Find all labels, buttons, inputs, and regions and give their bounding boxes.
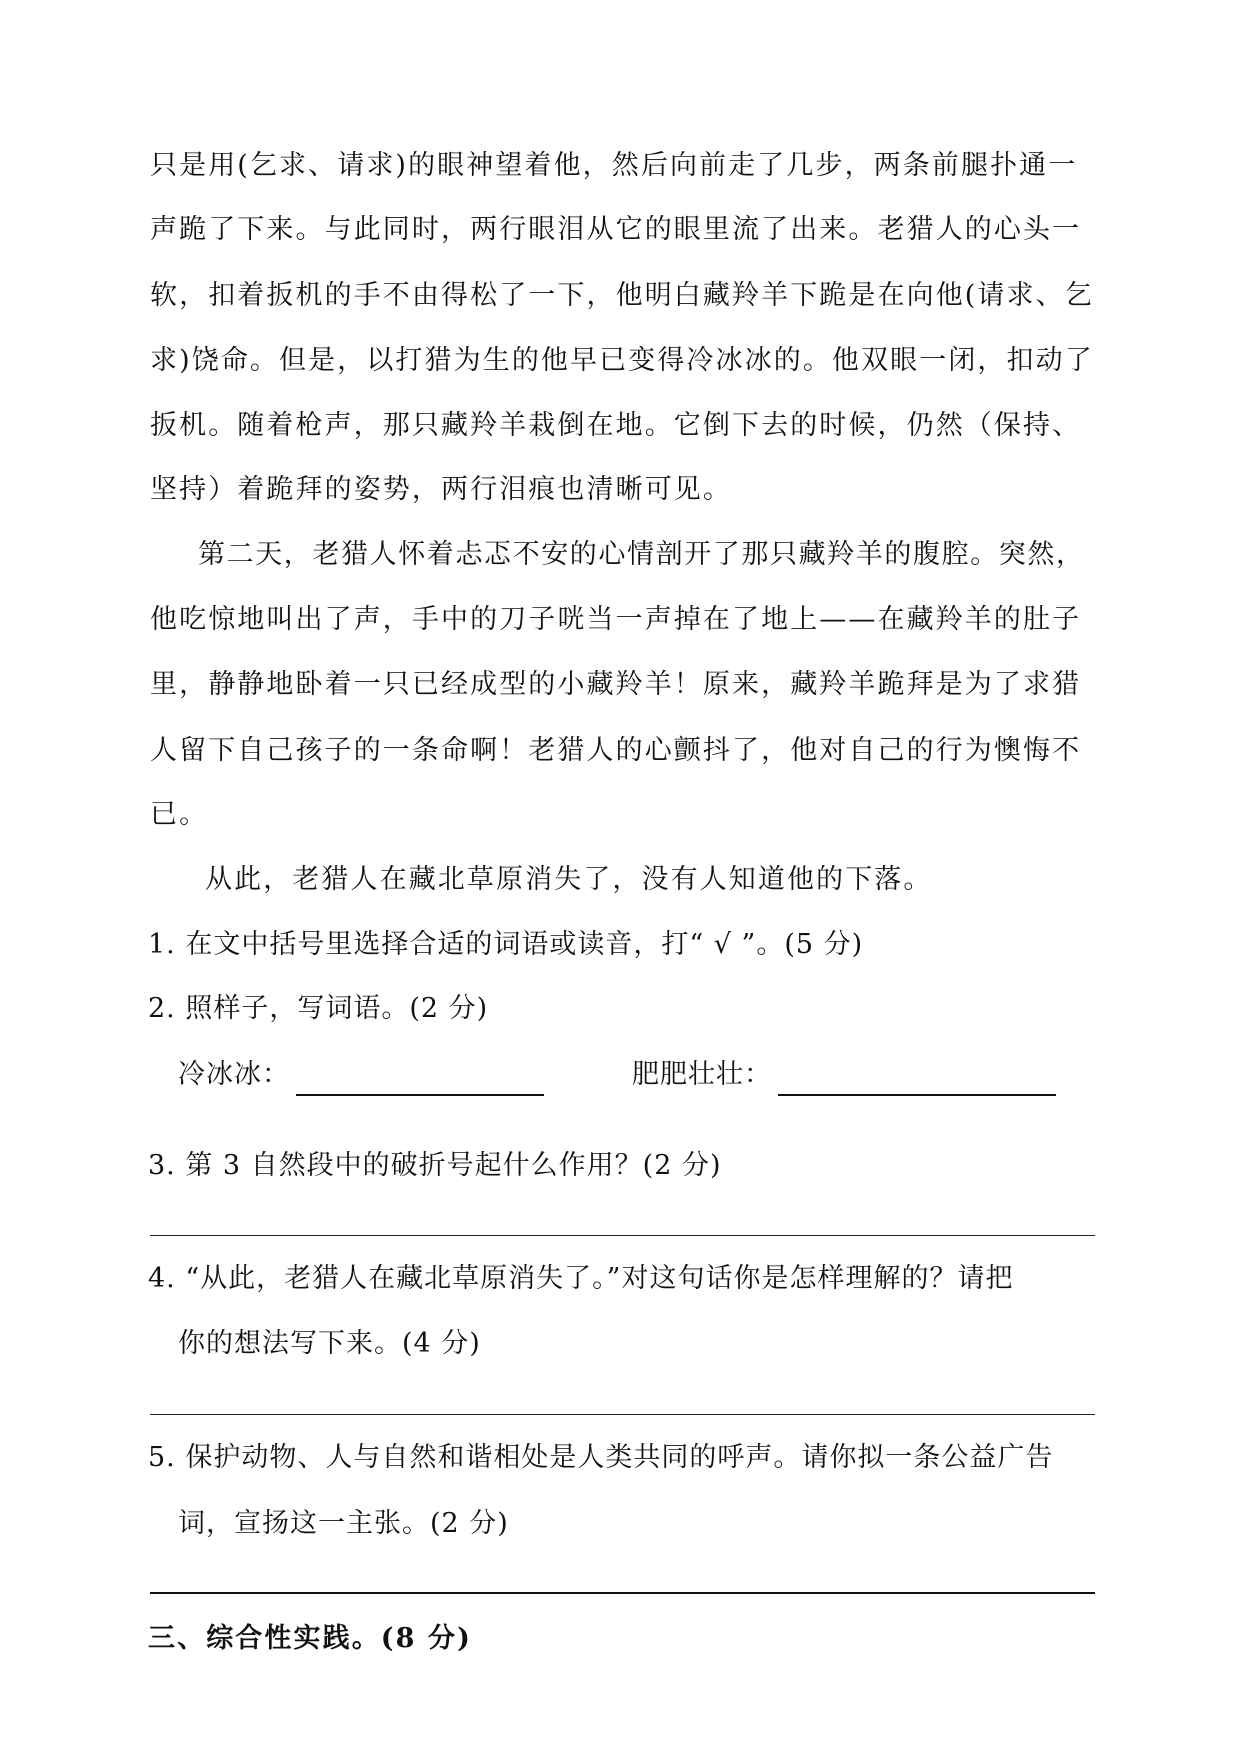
question-5-answer-line[interactable]: [150, 1592, 1095, 1594]
passage-line-6: 坚持）着跪拜的姿势，两行泪痕也清晰可见。: [150, 474, 732, 505]
question-4-line-1: 4. “从此，老猎人在藏北草原消失了。”对这句话你是怎样理解的？请把: [148, 1263, 1014, 1294]
passage-line-2: 声跪了下来。与此同时，两行眼泪从它的眼里流了出来。老猎人的心头一: [150, 214, 1082, 245]
passage-line-12: 从此，老猎人在藏北草原消失了，没有人知道他的下落。: [205, 864, 933, 895]
passage-line-10: 人留下自己孩子的一条命啊！老猎人的心颤抖了，他对自己的行为懊悔不: [150, 735, 1082, 766]
passage-line-8: 他吃惊地叫出了声，手中的刀子咣当一声掉在了地上——在藏羚羊的肚子: [150, 604, 1082, 635]
question-2-answer-blank-2[interactable]: [778, 1094, 1056, 1096]
question-2-answer-blank-1[interactable]: [296, 1094, 544, 1096]
question-4-line-2: 你的想法写下来。(4 分): [178, 1328, 481, 1359]
passage-line-4: 求)饶命。但是，以打猎为生的他早已变得冷冰冰的。他双眼一闭，扣动了: [150, 345, 1094, 376]
question-2-example-2-label: 肥肥壮壮：: [632, 1059, 772, 1090]
question-3: 3. 第 3 自然段中的破折号起什么作用？(2 分): [148, 1150, 722, 1181]
question-2-example-1-label: 冷冰冰：: [178, 1059, 290, 1090]
section-3-title: 三、综合性实践。(8 分): [148, 1623, 473, 1654]
question-3-answer-line[interactable]: [150, 1235, 1095, 1236]
passage-line-7: 第二天，老猎人怀着忐忑不安的心情剖开了那只藏羚羊的腹腔。突然，: [198, 539, 1085, 570]
passage-line-5: 扳机。随着枪声，那只藏羚羊栽倒在地。它倒下去的时候，仍然（保持、: [150, 410, 1082, 441]
question-5-line-1: 5. 保护动物、人与自然和谐相处是人类共同的呼声。请你拟一条公益广告: [148, 1442, 1054, 1473]
question-1: 1. 在文中括号里选择合适的词语或读音，打“ √ ”。(5 分): [148, 929, 864, 960]
question-5-line-2: 词，宣扬这一主张。(2 分): [178, 1508, 509, 1539]
passage-line-3: 软，扣着扳机的手不由得松了一下，他明白藏羚羊下跪是在向他(请求、乞: [150, 280, 1094, 311]
question-4-answer-line[interactable]: [150, 1414, 1095, 1415]
passage-line-1: 只是用(乞求、请求)的眼神望着他，然后向前走了几步，两条前腿扑通一: [150, 150, 1078, 181]
passage-line-11: 已。: [150, 799, 209, 830]
question-2: 2. 照样子，写词语。(2 分): [148, 993, 489, 1024]
passage-line-9: 里，静静地卧着一只已经成型的小藏羚羊！原来，藏羚羊跪拜是为了求猎: [150, 669, 1082, 700]
